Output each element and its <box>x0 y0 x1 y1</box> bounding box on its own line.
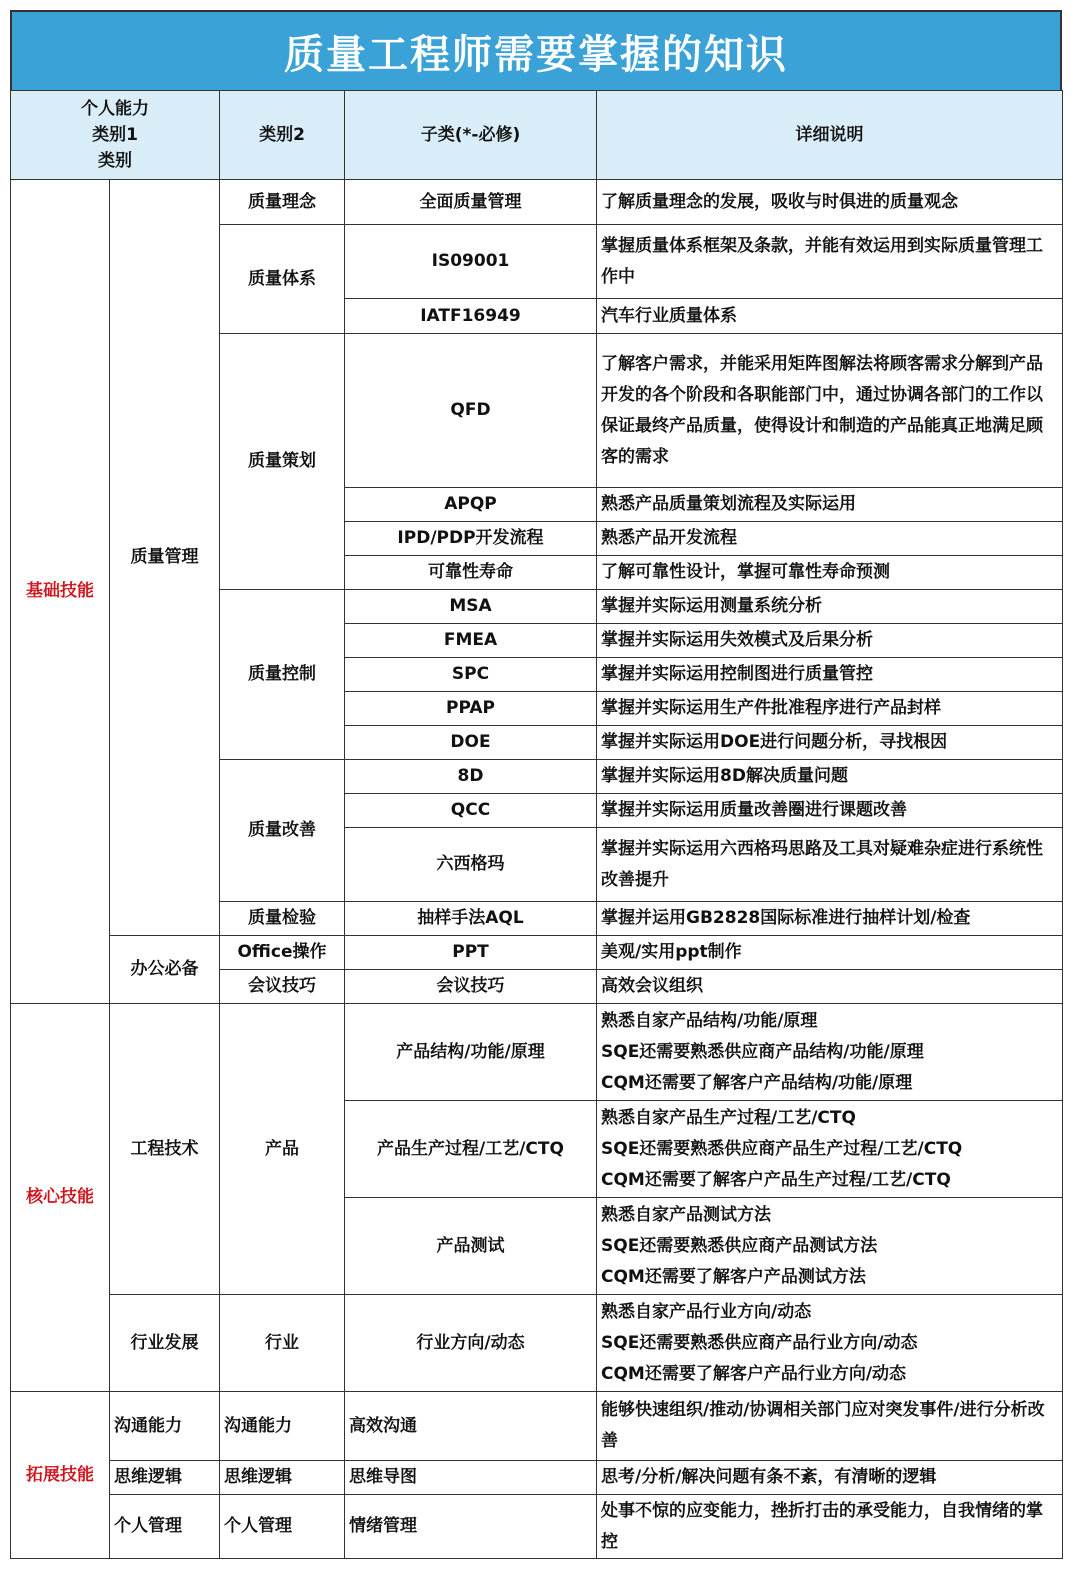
header-category1 <box>11 91 220 180</box>
sub-item: MSA <box>345 590 597 624</box>
detail-line: CQM还需要了解客户产品测试方法 <box>601 1266 866 1287</box>
detail-text <box>597 1295 1063 1392</box>
detail-line: CQM还需要了解客户产品结构/功能/原理 <box>601 1072 913 1093</box>
sub-item: QFD <box>345 334 597 488</box>
sub-item: IATF16949 <box>345 299 597 334</box>
detail-line: 熟悉自家产品生产过程/工艺/CTQ <box>601 1107 856 1128</box>
cat1-communication: 沟通能力 <box>110 1392 220 1461</box>
cat2-self-management: 个人管理 <box>220 1495 345 1559</box>
detail-text <box>597 1198 1063 1295</box>
knowledge-table <box>10 90 1063 1559</box>
group-basic-skills: 基础技能 <box>11 180 110 1004</box>
detail-text: 掌握并实际运用六西格玛思路及工具对疑难杂症进行系统性改善提升 <box>597 828 1063 902</box>
sub-item: FMEA <box>345 624 597 658</box>
cat1-office-essentials: 办公必备 <box>110 936 220 1004</box>
detail-line: SQE还需要熟悉供应商产品结构/功能/原理 <box>601 1041 924 1062</box>
detail-line: SQE还需要熟悉供应商产品生产过程/工艺/CTQ <box>601 1138 963 1159</box>
detail-line: SQE还需要熟悉供应商产品测试方法 <box>601 1235 878 1256</box>
detail-text: 思考/分析/解决问题有条不紊，有清晰的逻辑 <box>597 1461 1063 1495</box>
sub-item: 高效沟通 <box>345 1392 597 1461</box>
detail-text: 掌握并实际运用测量系统分析 <box>597 590 1063 624</box>
table-row <box>11 1392 1063 1461</box>
detail-text <box>597 1101 1063 1198</box>
cat1-engineering: 工程技术 <box>110 1004 220 1295</box>
detail-text: 掌握并实际运用控制图进行质量管控 <box>597 658 1063 692</box>
header-detail: 详细说明 <box>597 91 1063 180</box>
sub-item: QCC <box>345 794 597 828</box>
header-subcategory: 子类(*-必修) <box>345 91 597 180</box>
detail-text: 掌握并实际运用DOE进行问题分析，寻找根因 <box>597 726 1063 760</box>
detail-text: 掌握并实际运用失效模式及后果分析 <box>597 624 1063 658</box>
detail-text: 了解质量理念的发展，吸收与时俱进的质量观念 <box>597 180 1063 225</box>
detail-text: 掌握并实际运用质量改善圈进行课题改善 <box>597 794 1063 828</box>
cat1-self-management: 个人管理 <box>110 1495 220 1559</box>
sub-item: 会议技巧 <box>345 970 597 1004</box>
table-row <box>11 1495 1063 1559</box>
header-ability-label: 个人能力 <box>81 99 149 119</box>
detail-text: 熟悉产品开发流程 <box>597 522 1063 556</box>
detail-text: 了解客户需求，并能采用矩阵图解法将顾客需求分解到产品开发的各个阶段和各职能部门中，通过协调各部门的工作以保证最终产品质量，使得设计和制造的产品能真正地满足顾客的需求 <box>597 334 1063 488</box>
detail-text: 熟悉产品质量策划流程及实际运用 <box>597 488 1063 522</box>
detail-text <box>597 1004 1063 1101</box>
detail-text: 掌握并实际运用8D解决质量问题 <box>597 760 1063 794</box>
page-title: 质量工程师需要掌握的知识 <box>10 10 1062 90</box>
table-row <box>11 1461 1063 1495</box>
sub-item: APQP <box>345 488 597 522</box>
table-row <box>11 936 1063 970</box>
cat2-meeting-skills: 会议技巧 <box>220 970 345 1004</box>
sub-item: DOE <box>345 726 597 760</box>
cat2-communication: 沟通能力 <box>220 1392 345 1461</box>
cat2-quality-planning: 质量策划 <box>220 334 345 590</box>
sub-item: IS09001 <box>345 225 597 299</box>
sub-item: 产品结构/功能/原理 <box>345 1004 597 1101</box>
cat2-quality-control: 质量控制 <box>220 590 345 760</box>
sub-item: 情绪管理 <box>345 1495 597 1559</box>
detail-line: CQM还需要了解客户产品行业方向/动态 <box>601 1363 907 1384</box>
sub-item: 产品生产过程/工艺/CTQ <box>345 1101 597 1198</box>
cat2-product: 产品 <box>220 1004 345 1295</box>
cat1-industry-development: 行业发展 <box>110 1295 220 1392</box>
header-category2: 类别2 <box>220 91 345 180</box>
header-cat-label: 类别 <box>98 151 132 171</box>
group-extended-skills: 拓展技能 <box>11 1392 110 1559</box>
cat2-logic: 思维逻辑 <box>220 1461 345 1495</box>
sub-item: 8D <box>345 760 597 794</box>
detail-text: 掌握并运用GB2828国际标准进行抽样计划/检查 <box>597 902 1063 936</box>
sub-item: 六西格玛 <box>345 828 597 902</box>
sub-item: SPC <box>345 658 597 692</box>
header-row <box>11 91 1063 180</box>
detail-text: 汽车行业质量体系 <box>597 299 1063 334</box>
cat2-office-operation: Office操作 <box>220 936 345 970</box>
sub-item: 行业方向/动态 <box>345 1295 597 1392</box>
detail-text: 高效会议组织 <box>597 970 1063 1004</box>
sub-item: IPD/PDP开发流程 <box>345 522 597 556</box>
detail-text: 美观/实用ppt制作 <box>597 936 1063 970</box>
sub-item: PPAP <box>345 692 597 726</box>
detail-text: 处事不惊的应变能力，挫折打击的承受能力，自我情绪的掌控 <box>597 1495 1063 1559</box>
detail-line: CQM还需要了解客户产品生产过程/工艺/CTQ <box>601 1169 951 1190</box>
cat1-quality-management: 质量管理 <box>110 180 220 936</box>
detail-line: SQE还需要熟悉供应商产品行业方向/动态 <box>601 1332 918 1353</box>
detail-text: 了解可靠性设计，掌握可靠性寿命预测 <box>597 556 1063 590</box>
cat2-quality-improvement: 质量改善 <box>220 760 345 902</box>
sub-item: PPT <box>345 936 597 970</box>
sub-item: 全面质量管理 <box>345 180 597 225</box>
cat2-quality-inspection: 质量检验 <box>220 902 345 936</box>
header-cat1-label: 类别1 <box>92 125 138 145</box>
detail-text: 掌握质量体系框架及条款，并能有效运用到实际质量管理工作中 <box>597 225 1063 299</box>
cat2-quality-system: 质量体系 <box>220 225 345 334</box>
sub-item: 可靠性寿命 <box>345 556 597 590</box>
sub-item: 抽样手法AQL <box>345 902 597 936</box>
detail-text: 掌握并实际运用生产件批准程序进行产品封样 <box>597 692 1063 726</box>
table-row <box>11 180 1063 225</box>
detail-line: 熟悉自家产品测试方法 <box>601 1204 771 1225</box>
sub-item: 思维导图 <box>345 1461 597 1495</box>
detail-text: 能够快速组织/推动/协调相关部门应对突发事件/进行分析改善 <box>597 1392 1063 1461</box>
detail-line: 熟悉自家产品行业方向/动态 <box>601 1301 812 1322</box>
group-core-skills: 核心技能 <box>11 1004 110 1392</box>
cat2-industry: 行业 <box>220 1295 345 1392</box>
detail-line: 熟悉自家产品结构/功能/原理 <box>601 1010 818 1031</box>
table-row <box>11 1004 1063 1101</box>
cat1-logic: 思维逻辑 <box>110 1461 220 1495</box>
cat2-quality-concept: 质量理念 <box>220 180 345 225</box>
table-row <box>11 1295 1063 1392</box>
sub-item: 产品测试 <box>345 1198 597 1295</box>
knowledge-sheet <box>10 10 1062 1559</box>
